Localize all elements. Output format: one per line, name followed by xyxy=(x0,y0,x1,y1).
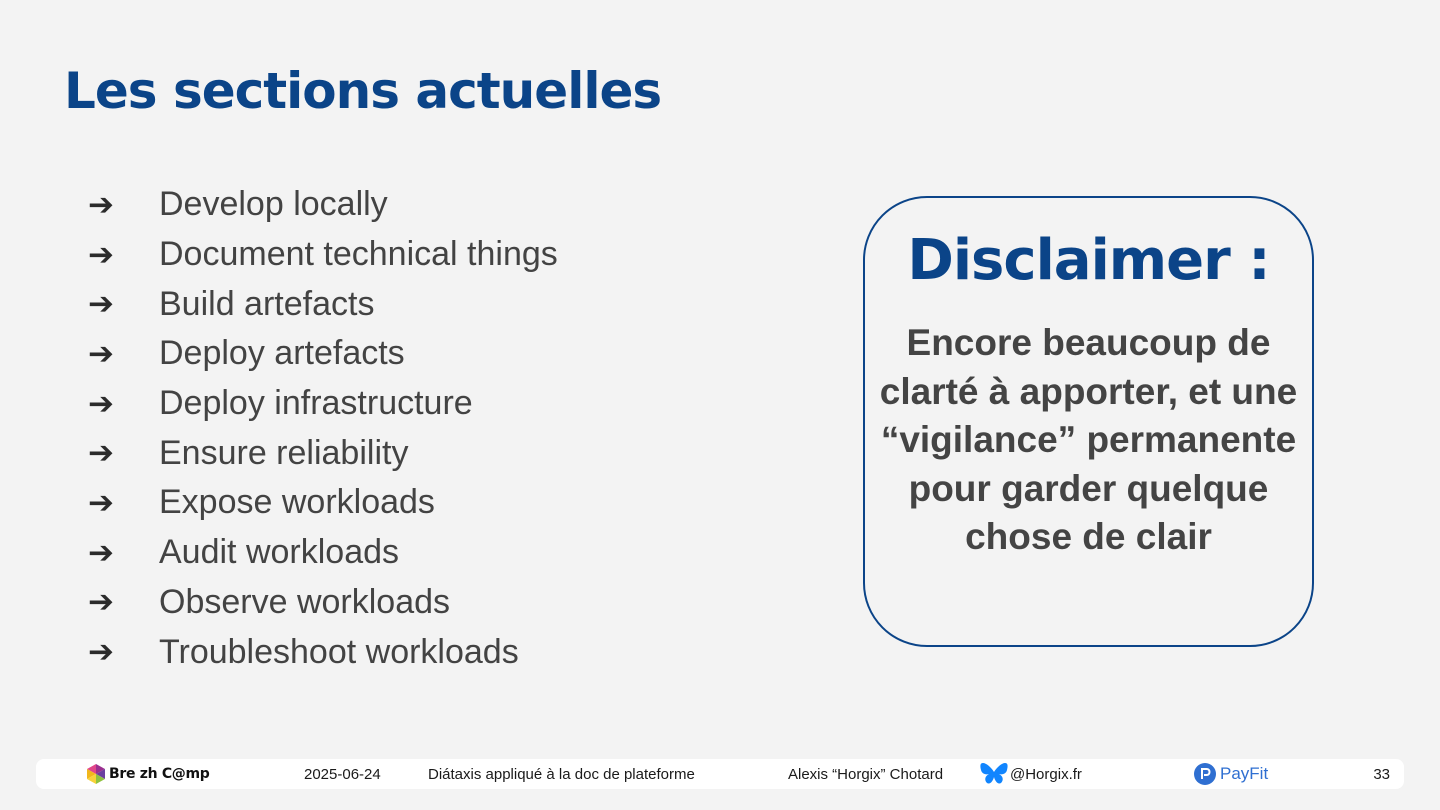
list-item-label: Develop locally xyxy=(159,185,388,224)
list-item xyxy=(88,379,558,429)
arrow-right-icon: ➔ xyxy=(88,385,114,422)
arrow-right-icon: ➔ xyxy=(88,435,114,472)
breizhcamp-logo-icon xyxy=(86,763,106,785)
footer-date: 2025-06-24 xyxy=(304,765,381,783)
list-item-label: Audit workloads xyxy=(159,533,400,572)
arrow-right-icon: ➔ xyxy=(88,584,114,621)
slide-title: Les sections actuelles xyxy=(64,62,662,120)
footer-author: Alexis “Horgix” Chotard xyxy=(788,765,944,783)
arrow-right-icon: ➔ xyxy=(88,534,114,571)
list-item-label: Troubleshoot workloads xyxy=(159,632,519,671)
list-item xyxy=(88,230,558,280)
disclaimer-text: Encore beaucoup de clarté à apporter, et une “vigilance” permanente pour garder quelque chose de clair xyxy=(879,322,1298,557)
arrow-right-icon: ➔ xyxy=(88,335,114,372)
social-handle: @Horgix.fr xyxy=(1010,765,1082,783)
list-item-label: Observe workloads xyxy=(159,582,451,621)
breizhcamp-logo-text: Bre zh C@mp xyxy=(109,766,210,782)
list-item-label: Deploy artefacts xyxy=(159,334,405,373)
list-item xyxy=(88,329,558,379)
list-item xyxy=(88,428,558,478)
footer-bar xyxy=(36,759,1404,789)
list-item xyxy=(88,627,558,677)
footer-social[interactable] xyxy=(980,759,1082,789)
sponsor-name: PayFit xyxy=(1220,764,1269,783)
list-item-label: Build artefacts xyxy=(159,284,375,323)
disclaimer-title: Disclaimer : xyxy=(907,228,1270,293)
list-item xyxy=(88,528,558,578)
list-item-label: Document technical things xyxy=(159,235,558,274)
list-item-label: Deploy infrastructure xyxy=(159,384,473,423)
arrow-right-icon: ➔ xyxy=(88,634,114,671)
arrow-right-icon: ➔ xyxy=(88,236,114,273)
list-item xyxy=(88,478,558,528)
page-number: 33 xyxy=(1373,765,1390,783)
arrow-right-icon: ➔ xyxy=(88,286,114,323)
sections-list xyxy=(88,180,558,677)
breizhcamp-logo xyxy=(86,759,210,789)
list-item xyxy=(88,279,558,329)
disclaimer-box xyxy=(863,196,1314,647)
list-item-label: Ensure reliability xyxy=(159,433,409,472)
list-item xyxy=(88,578,558,628)
list-item-label: Expose workloads xyxy=(159,483,435,522)
list-item xyxy=(88,180,558,230)
footer-talk-title: Diátaxis appliqué à la doc de plateforme xyxy=(428,765,695,783)
arrow-right-icon: ➔ xyxy=(88,186,114,223)
arrow-right-icon: ➔ xyxy=(88,484,114,521)
payfit-logo-icon xyxy=(1194,763,1216,785)
sponsor-logo xyxy=(1194,759,1268,789)
bluesky-butterfly-icon xyxy=(980,762,1008,786)
